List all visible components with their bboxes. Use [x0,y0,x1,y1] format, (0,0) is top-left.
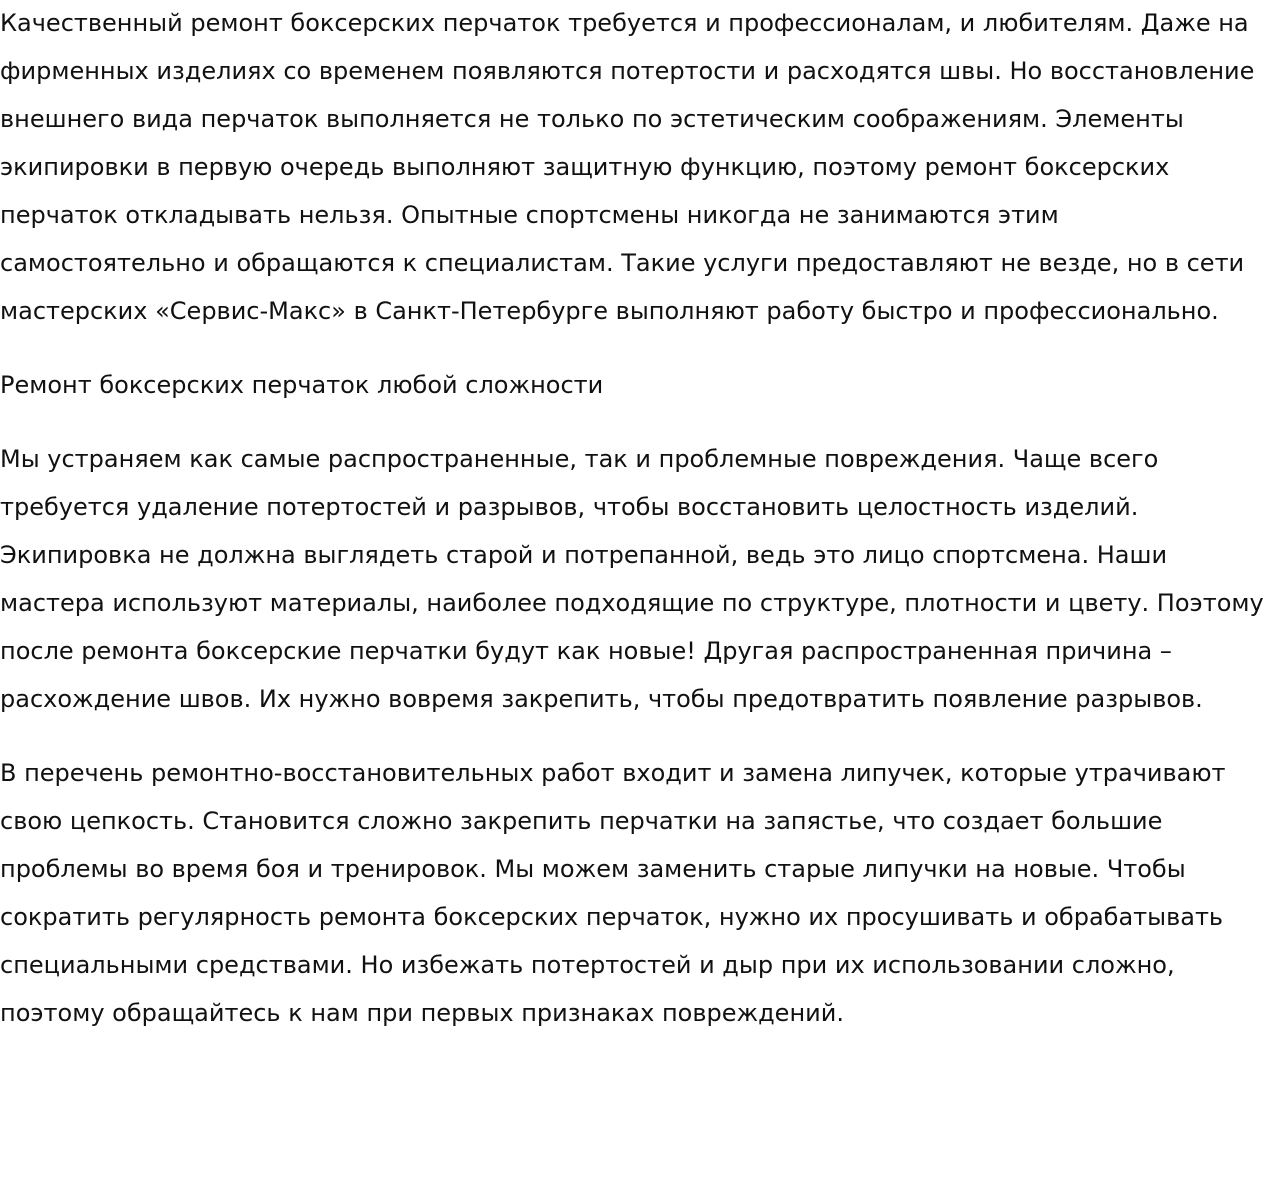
section-heading: Ремонт боксерских перчаток любой сложности [0,371,604,399]
velcro-replacement-paragraph: В перечень ремонтно-восстановительных работ входит и замена липучек, которые утрачивают свою цепкость. Становится сложно закрепить перчатки на запястье, что создает большие проблемы во время боя и тренировок. Мы можем заменить старые липучки на новые. Чтобы сократить регулярность ремонта боксерских перчаток, нужно их просушивать и обрабатывать специальными средствами. Но избежать потертостей и дыр при их использовании сложно, поэтому обращайтесь к нам при первых признаках повреждений. [0,759,1226,1027]
intro-paragraph: Качественный ремонт боксерских перчаток требуется и профессионалам, и любителям. Даже на фирменных изделиях со временем появляются потертости и расходятся швы. Но восстановление внешнего вида перчаток выполняется не только по эстетическим соображениям. Элементы экипировки в первую очередь выполняют защитную функцию, поэтому ремонт боксерских перчаток откладывать нельзя. Опытные спортсмены никогда не занимаются этим самостоятельно и обращаются к специалистам. Такие услуги предоставляют не везде, но в сети мастерских «Сервис-Макс» в Санкт-Петербурге выполняют работу быстро и профессионально. [0,9,1255,325]
damage-repair-paragraph: Мы устраняем как самые распространенные, так и проблемные повреждения. Чаще всего требуется удаление потертостей и разрывов, чтобы восстановить целостность изделий. Экипировка не должна выглядеть старой и потрепанной, ведь это лицо спортсмена. Наши мастера используют материалы, наиболее подходящие по структуре, плотности и цвету. Поэтому после ремонта боксерские перчатки будут как новые! Другая распространенная причина – расхождение швов. Их нужно вовремя закрепить, чтобы предотвратить появление разрывов. [0,445,1264,713]
